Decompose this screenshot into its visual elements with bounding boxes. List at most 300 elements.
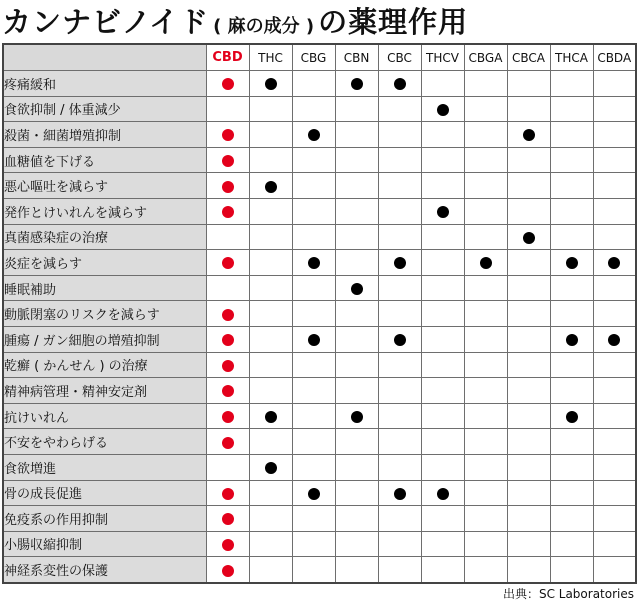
red-dot-icon <box>222 78 234 90</box>
cell-cbda <box>593 301 636 327</box>
red-dot-icon <box>222 181 234 193</box>
cell-cbg <box>292 378 335 404</box>
table-row <box>3 147 636 173</box>
cell-cbg <box>292 506 335 532</box>
cell-thca <box>550 506 593 532</box>
cell-thca <box>550 403 593 429</box>
cell-cbn <box>335 506 378 532</box>
row-label: 乾癬 ( かんせん ) の治療 <box>3 352 206 378</box>
cell-thcv <box>421 224 464 250</box>
red-dot-icon <box>222 257 234 269</box>
cell-thcv <box>421 122 464 148</box>
cell-cbg <box>292 557 335 583</box>
cell-cbd <box>206 275 249 301</box>
cell-cbg <box>292 275 335 301</box>
table-row <box>3 403 636 429</box>
table-row <box>3 301 636 327</box>
cell-cbga <box>464 275 507 301</box>
cell-cbd <box>206 250 249 276</box>
red-dot-icon <box>222 565 234 577</box>
cell-cbn <box>335 96 378 122</box>
column-header-thca: THCA <box>550 44 593 71</box>
cell-thca <box>550 224 593 250</box>
cell-cbda <box>593 480 636 506</box>
row-label: 悪心嘔吐を減らす <box>3 173 206 199</box>
row-label: 疼痛緩和 <box>3 71 206 97</box>
cell-cbga <box>464 71 507 97</box>
cell-cbda <box>593 557 636 583</box>
cell-cbg <box>292 301 335 327</box>
black-dot-icon <box>308 129 320 141</box>
cell-cbd <box>206 147 249 173</box>
cell-cbga <box>464 250 507 276</box>
title-suffix: の薬理作用 <box>318 5 469 39</box>
cell-cbga <box>464 122 507 148</box>
row-label: 殺菌・細菌増殖抑制 <box>3 122 206 148</box>
cell-thc <box>249 403 292 429</box>
cell-cbca <box>507 454 550 480</box>
cell-thc <box>249 301 292 327</box>
cell-thc <box>249 480 292 506</box>
cell-thc <box>249 352 292 378</box>
cell-cbca <box>507 403 550 429</box>
red-dot-icon <box>222 334 234 346</box>
red-dot-icon <box>222 385 234 397</box>
cell-cbg <box>292 403 335 429</box>
cell-thc <box>249 250 292 276</box>
black-dot-icon <box>351 78 363 90</box>
page-title <box>2 0 468 40</box>
column-header-cbn: CBN <box>335 44 378 71</box>
cell-cbn <box>335 531 378 557</box>
cell-cbda <box>593 352 636 378</box>
red-dot-icon <box>222 539 234 551</box>
cell-cbn <box>335 326 378 352</box>
cell-cbg <box>292 531 335 557</box>
source-credit: 出典：SC Laboratories <box>502 587 634 601</box>
cell-cbn <box>335 250 378 276</box>
cell-cbda <box>593 454 636 480</box>
row-label: 精神病管理・精神安定剤 <box>3 378 206 404</box>
black-dot-icon <box>437 488 449 500</box>
cell-cbc <box>378 480 421 506</box>
cell-cbn <box>335 198 378 224</box>
cell-thcv <box>421 173 464 199</box>
cell-cbc <box>378 506 421 532</box>
cell-cbc <box>378 71 421 97</box>
cell-cbga <box>464 531 507 557</box>
cell-cbda <box>593 429 636 455</box>
cell-cbda <box>593 224 636 250</box>
cell-cbd <box>206 173 249 199</box>
cell-cbd <box>206 198 249 224</box>
black-dot-icon <box>308 334 320 346</box>
cell-cbga <box>464 173 507 199</box>
cell-cbn <box>335 301 378 327</box>
row-label: 血糖値を下げる <box>3 147 206 173</box>
table-row <box>3 531 636 557</box>
cell-cbc <box>378 224 421 250</box>
cell-thcv <box>421 454 464 480</box>
cell-cbca <box>507 198 550 224</box>
cell-cbc <box>378 122 421 148</box>
table-row <box>3 173 636 199</box>
cell-cbga <box>464 557 507 583</box>
cell-thca <box>550 326 593 352</box>
table-row <box>3 275 636 301</box>
table-row <box>3 122 636 148</box>
cell-thc <box>249 454 292 480</box>
cell-thca <box>550 480 593 506</box>
cell-cbc <box>378 531 421 557</box>
cell-cbn <box>335 403 378 429</box>
cell-thc <box>249 147 292 173</box>
row-label: 食欲増進 <box>3 454 206 480</box>
title-main: カンナビノイド <box>2 5 210 39</box>
cell-cbg <box>292 326 335 352</box>
cell-cbg <box>292 454 335 480</box>
table-row <box>3 96 636 122</box>
cell-thc <box>249 173 292 199</box>
cell-cbc <box>378 429 421 455</box>
table-row <box>3 71 636 97</box>
cell-thcv <box>421 429 464 455</box>
black-dot-icon <box>566 411 578 423</box>
table-row <box>3 326 636 352</box>
cell-thca <box>550 275 593 301</box>
row-label: 睡眠補助 <box>3 275 206 301</box>
cell-cbn <box>335 378 378 404</box>
cell-cbg <box>292 96 335 122</box>
cell-cbga <box>464 224 507 250</box>
column-header-cbca: CBCA <box>507 44 550 71</box>
cell-thcv <box>421 250 464 276</box>
column-header-thc: THC <box>249 44 292 71</box>
cell-cbga <box>464 378 507 404</box>
table-row <box>3 557 636 583</box>
cell-cbda <box>593 122 636 148</box>
cell-cbda <box>593 531 636 557</box>
row-label: 動脈閉塞のリスクを減らす <box>3 301 206 327</box>
cell-cbc <box>378 275 421 301</box>
cell-thc <box>249 557 292 583</box>
cell-cbca <box>507 506 550 532</box>
table-row <box>3 506 636 532</box>
cell-cbca <box>507 557 550 583</box>
red-dot-icon <box>222 155 234 167</box>
cell-cbc <box>378 250 421 276</box>
cell-thca <box>550 198 593 224</box>
cell-thc <box>249 122 292 148</box>
cell-cbga <box>464 326 507 352</box>
row-label: 不安をやわらげる <box>3 429 206 455</box>
table-row <box>3 429 636 455</box>
cell-cbc <box>378 96 421 122</box>
cell-thcv <box>421 531 464 557</box>
cell-cbd <box>206 454 249 480</box>
table-row <box>3 250 636 276</box>
table-row <box>3 378 636 404</box>
cell-cbn <box>335 557 378 583</box>
cell-thcv <box>421 403 464 429</box>
cell-cbca <box>507 250 550 276</box>
column-header-thcv: THCV <box>421 44 464 71</box>
cell-cbn <box>335 275 378 301</box>
cell-cbg <box>292 250 335 276</box>
red-dot-icon <box>222 129 234 141</box>
cell-cbca <box>507 147 550 173</box>
cell-thcv <box>421 96 464 122</box>
cell-thcv <box>421 147 464 173</box>
cell-cbda <box>593 275 636 301</box>
pharmacology-table <box>2 43 637 584</box>
cell-cbd <box>206 480 249 506</box>
cell-cbga <box>464 480 507 506</box>
cell-cbg <box>292 71 335 97</box>
cell-thca <box>550 429 593 455</box>
cell-thcv <box>421 275 464 301</box>
cell-cbc <box>378 326 421 352</box>
cell-thca <box>550 531 593 557</box>
column-header-cbg: CBG <box>292 44 335 71</box>
cell-cbga <box>464 96 507 122</box>
cell-cbg <box>292 224 335 250</box>
cell-cbn <box>335 147 378 173</box>
cell-cbga <box>464 403 507 429</box>
cell-cbg <box>292 173 335 199</box>
cell-cbd <box>206 429 249 455</box>
cell-thc <box>249 198 292 224</box>
red-dot-icon <box>222 360 234 372</box>
black-dot-icon <box>265 462 277 474</box>
cell-thc <box>249 326 292 352</box>
cell-thca <box>550 250 593 276</box>
cell-thcv <box>421 198 464 224</box>
column-header-cbga: CBGA <box>464 44 507 71</box>
cell-thca <box>550 71 593 97</box>
table-row <box>3 480 636 506</box>
black-dot-icon <box>523 129 535 141</box>
table-row <box>3 352 636 378</box>
red-dot-icon <box>222 411 234 423</box>
cell-cbg <box>292 480 335 506</box>
cell-cbda <box>593 173 636 199</box>
black-dot-icon <box>351 283 363 295</box>
header-corner <box>3 44 206 71</box>
black-dot-icon <box>394 78 406 90</box>
cell-cbca <box>507 326 550 352</box>
table-row <box>3 454 636 480</box>
cell-cbda <box>593 147 636 173</box>
black-dot-icon <box>608 334 620 346</box>
red-dot-icon <box>222 437 234 449</box>
black-dot-icon <box>394 488 406 500</box>
cell-cbd <box>206 122 249 148</box>
cell-cbc <box>378 557 421 583</box>
cell-cbn <box>335 352 378 378</box>
cell-cbn <box>335 480 378 506</box>
cell-cbda <box>593 403 636 429</box>
table-row <box>3 224 636 250</box>
cell-thc <box>249 429 292 455</box>
cell-cbda <box>593 96 636 122</box>
cell-thc <box>249 378 292 404</box>
cell-cbn <box>335 429 378 455</box>
table-body <box>3 71 636 583</box>
cell-cbd <box>206 301 249 327</box>
column-header-cbc: CBC <box>378 44 421 71</box>
cell-cbd <box>206 352 249 378</box>
cell-thcv <box>421 480 464 506</box>
column-header-cbda: CBDA <box>593 44 636 71</box>
cell-cbda <box>593 71 636 97</box>
cell-cbg <box>292 147 335 173</box>
cell-thcv <box>421 301 464 327</box>
cell-cbca <box>507 378 550 404</box>
cell-cbc <box>378 454 421 480</box>
cell-cbca <box>507 352 550 378</box>
cell-cbd <box>206 378 249 404</box>
cell-cbga <box>464 429 507 455</box>
cell-cbga <box>464 147 507 173</box>
black-dot-icon <box>394 334 406 346</box>
cell-cbc <box>378 198 421 224</box>
black-dot-icon <box>351 411 363 423</box>
row-label: 神経系変性の保護 <box>3 557 206 583</box>
cell-thca <box>550 301 593 327</box>
row-label: 食欲抑制 / 体重減少 <box>3 96 206 122</box>
cell-cbd <box>206 531 249 557</box>
cell-cbca <box>507 480 550 506</box>
cell-cbc <box>378 403 421 429</box>
cell-cbg <box>292 429 335 455</box>
cell-cbda <box>593 506 636 532</box>
cell-thc <box>249 275 292 301</box>
cell-cbn <box>335 173 378 199</box>
cell-cbca <box>507 122 550 148</box>
cell-cbda <box>593 378 636 404</box>
black-dot-icon <box>480 257 492 269</box>
cell-thc <box>249 531 292 557</box>
cell-cbd <box>206 326 249 352</box>
cell-cbda <box>593 250 636 276</box>
black-dot-icon <box>308 257 320 269</box>
cell-thcv <box>421 326 464 352</box>
cell-thca <box>550 378 593 404</box>
cell-thca <box>550 147 593 173</box>
black-dot-icon <box>523 232 535 244</box>
black-dot-icon <box>566 257 578 269</box>
cell-thca <box>550 454 593 480</box>
cell-cbn <box>335 122 378 148</box>
cell-cbc <box>378 173 421 199</box>
cell-thca <box>550 352 593 378</box>
black-dot-icon <box>437 104 449 116</box>
row-label: 抗けいれん <box>3 403 206 429</box>
row-label: 免疫系の作用抑制 <box>3 506 206 532</box>
cell-thc <box>249 71 292 97</box>
row-label: 腫瘍 / ガン細胞の増殖抑制 <box>3 326 206 352</box>
cell-cbg <box>292 198 335 224</box>
cell-thc <box>249 96 292 122</box>
cell-cbd <box>206 96 249 122</box>
cell-thc <box>249 224 292 250</box>
cell-cbn <box>335 71 378 97</box>
cell-cbn <box>335 454 378 480</box>
cell-thcv <box>421 506 464 532</box>
cell-thca <box>550 96 593 122</box>
cell-cbga <box>464 352 507 378</box>
cell-cbga <box>464 198 507 224</box>
black-dot-icon <box>608 257 620 269</box>
black-dot-icon <box>308 488 320 500</box>
title-subtitle: ( 麻の成分 ) <box>213 16 315 37</box>
black-dot-icon <box>566 334 578 346</box>
cell-cbga <box>464 506 507 532</box>
cell-cbd <box>206 403 249 429</box>
cell-cbc <box>378 301 421 327</box>
cell-cbc <box>378 147 421 173</box>
cell-thc <box>249 506 292 532</box>
cell-cbd <box>206 557 249 583</box>
black-dot-icon <box>437 206 449 218</box>
row-label: 真菌感染症の治療 <box>3 224 206 250</box>
cell-cbca <box>507 96 550 122</box>
cell-cbga <box>464 454 507 480</box>
cell-cbca <box>507 71 550 97</box>
cell-thcv <box>421 378 464 404</box>
cell-cbda <box>593 326 636 352</box>
cell-cbd <box>206 71 249 97</box>
black-dot-icon <box>394 257 406 269</box>
cell-thcv <box>421 352 464 378</box>
table-header-row <box>3 44 636 71</box>
cell-thca <box>550 173 593 199</box>
red-dot-icon <box>222 206 234 218</box>
table-row <box>3 198 636 224</box>
cell-cbca <box>507 301 550 327</box>
cell-cbca <box>507 275 550 301</box>
cell-cbd <box>206 224 249 250</box>
cell-cbc <box>378 352 421 378</box>
red-dot-icon <box>222 488 234 500</box>
cell-cbg <box>292 122 335 148</box>
red-dot-icon <box>222 513 234 525</box>
cell-cbca <box>507 429 550 455</box>
row-label: 発作とけいれんを減らす <box>3 198 206 224</box>
cell-cbca <box>507 173 550 199</box>
cell-cbca <box>507 531 550 557</box>
cell-cbc <box>378 378 421 404</box>
cell-thca <box>550 557 593 583</box>
red-dot-icon <box>222 309 234 321</box>
row-label: 骨の成長促進 <box>3 480 206 506</box>
row-label: 小腸収縮抑制 <box>3 531 206 557</box>
row-label: 炎症を減らす <box>3 250 206 276</box>
cell-cbda <box>593 198 636 224</box>
cell-cbga <box>464 301 507 327</box>
cell-thcv <box>421 71 464 97</box>
column-header-cbd: CBD <box>206 44 249 71</box>
black-dot-icon <box>265 411 277 423</box>
cell-cbca <box>507 224 550 250</box>
cell-thcv <box>421 557 464 583</box>
black-dot-icon <box>265 78 277 90</box>
cell-cbg <box>292 352 335 378</box>
cell-cbd <box>206 506 249 532</box>
cell-thca <box>550 122 593 148</box>
black-dot-icon <box>265 181 277 193</box>
